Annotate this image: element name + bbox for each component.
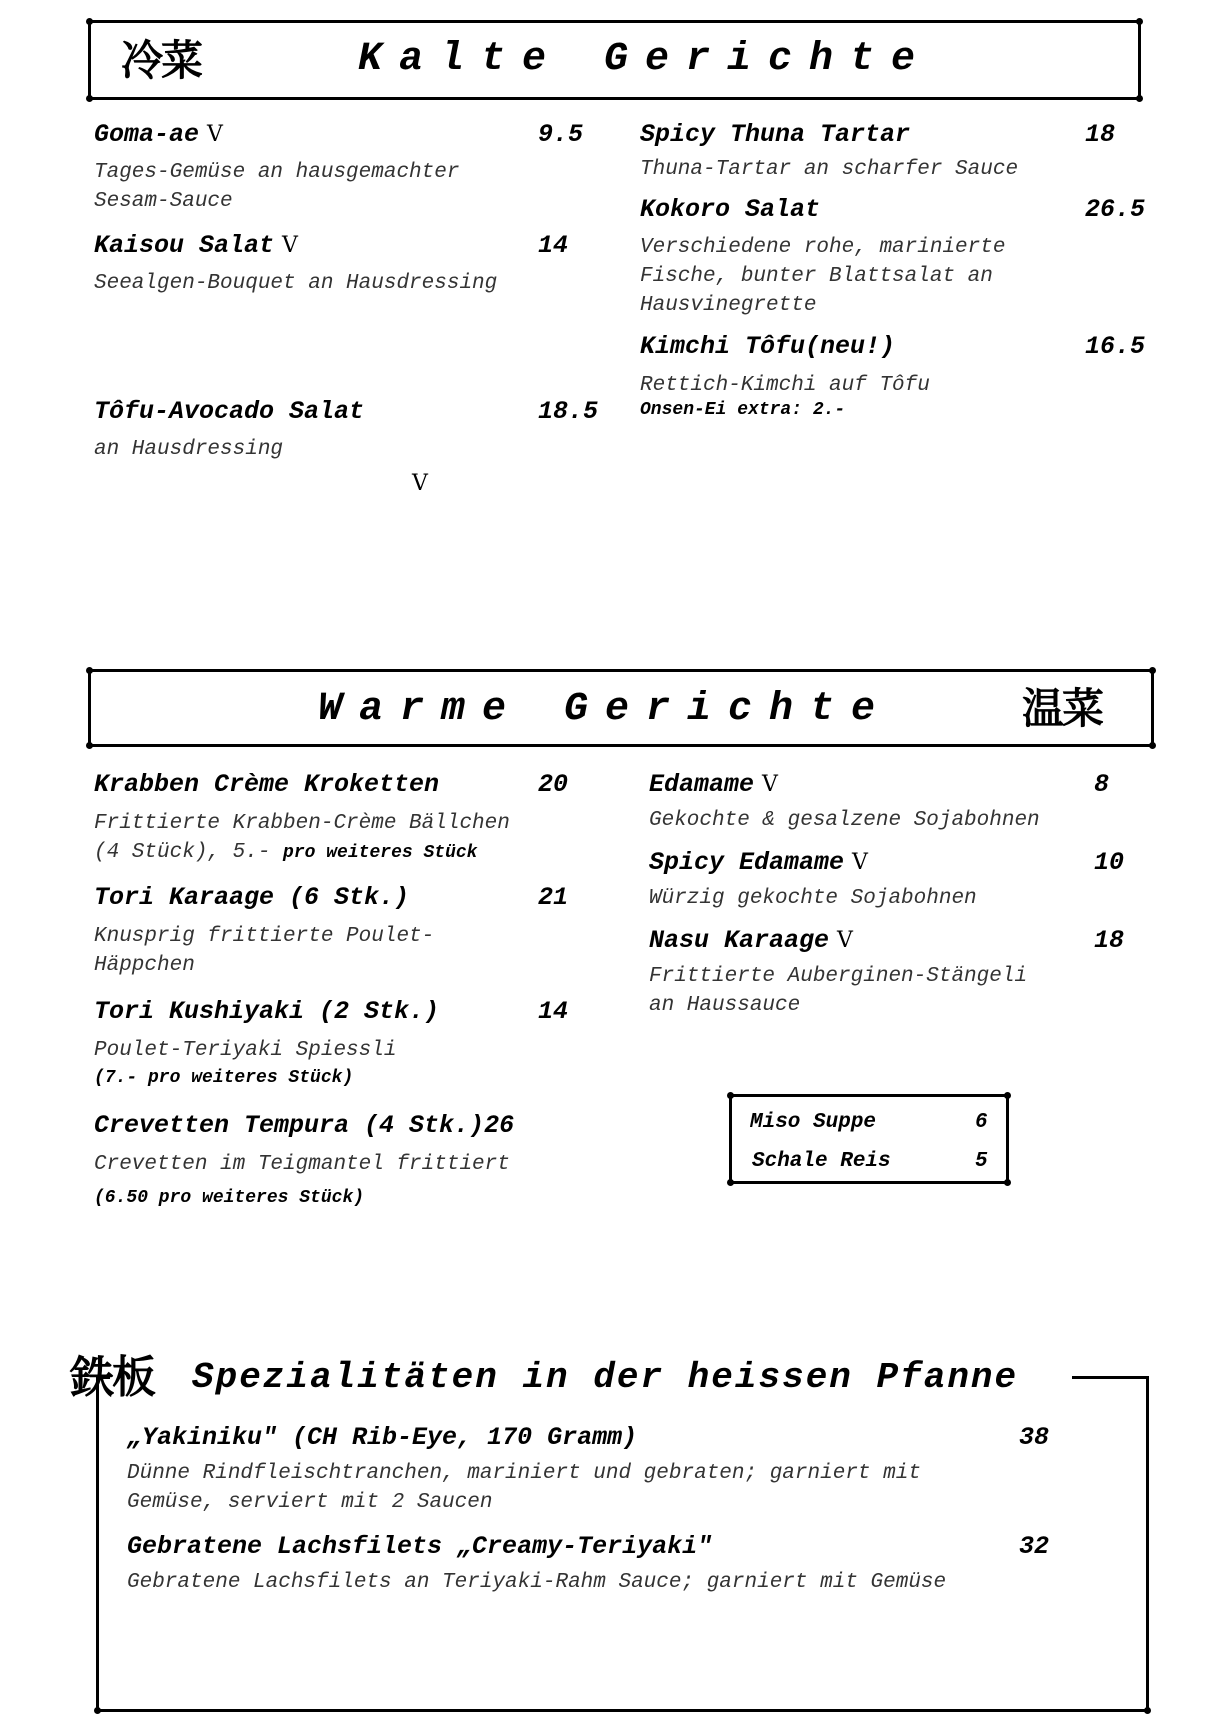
- menu-item-desc: Dünne Rindfleischtranchen, mariniert und gebraten; garniert mit: [127, 1462, 921, 1485]
- special-kanji: 鉄板: [70, 1352, 154, 1403]
- menu-item-name: Krabben Crème Kroketten: [94, 770, 440, 799]
- menu-item-price: 9.5: [538, 120, 584, 149]
- menu-item-price: 18.5: [538, 397, 599, 426]
- side-dish-price: 5: [975, 1150, 988, 1173]
- vegetarian-icon: V: [852, 850, 868, 875]
- side-dish-name: Schale Reis: [752, 1150, 891, 1173]
- special-frame-top-line: [1072, 1376, 1149, 1379]
- menu-item-note: Onsen-Ei extra: 2.-: [640, 400, 846, 420]
- menu-item-price: 26: [484, 1111, 515, 1140]
- menu-item-desc: Knusprig frittierte Poulet-: [94, 925, 435, 948]
- menu-item-note: pro weiteres Stück: [283, 843, 478, 863]
- menu-item-price: 18: [1085, 120, 1116, 149]
- menu-item-name: Kokoro Salat: [640, 195, 821, 224]
- menu-item-desc: an Hausdressing: [94, 438, 284, 461]
- warm-kanji: 温菜: [1022, 684, 1103, 733]
- menu-item-price: 32: [1019, 1532, 1050, 1561]
- menu-item-desc: Frittierte Auberginen-Stängeli: [649, 965, 1028, 988]
- vegetarian-icon: V: [282, 233, 298, 258]
- menu-item-desc: Würzig gekochte Sojabohnen: [649, 887, 977, 910]
- menu-item-desc: Häppchen: [94, 954, 195, 977]
- menu-item-name: „Yakiniku" (CH Rib-Eye, 170 Gramm): [127, 1423, 638, 1452]
- menu-item-name: Spicy Thuna Tartar: [640, 120, 911, 149]
- cold-kanji: 冷菜: [121, 36, 202, 85]
- menu-item-name: Goma-ae V: [94, 120, 223, 149]
- menu-item-desc: Crevetten im Teigmantel frittiert: [94, 1153, 510, 1176]
- menu-item-desc: Seealgen-Bouquet an Hausdressing: [94, 272, 498, 295]
- menu-item-price: 20: [538, 770, 569, 799]
- menu-item-desc: Gebratene Lachsfilets an Teriyaki-Rahm Sauce; garniert mit Gemüse: [127, 1571, 947, 1594]
- menu-item-name: Edamame V: [649, 770, 778, 799]
- menu-item-desc: Verschiedene rohe, marinierte: [640, 236, 1006, 259]
- menu-item-name: Nasu Karaage V: [649, 926, 853, 955]
- menu-item-name: Kaisou Salat V: [94, 231, 298, 260]
- menu-item-name: Spicy Edamame V: [649, 848, 868, 877]
- menu-item-price: 16.5: [1085, 332, 1146, 361]
- menu-item-desc: Poulet-Teriyaki Spiessli: [94, 1039, 397, 1062]
- menu-item-desc: Hausvinegrette: [640, 294, 817, 317]
- side-dish-price: 6: [975, 1111, 988, 1134]
- menu-item-note: (6.50 pro weiteres Stück): [94, 1188, 365, 1208]
- menu-item-price: 8: [1094, 770, 1110, 799]
- menu-item-price: 14: [538, 997, 569, 1026]
- menu-item-price: 14: [538, 231, 569, 260]
- side-dish-name: Miso Suppe: [750, 1111, 877, 1134]
- menu-item-desc: Fische, bunter Blattsalat an: [640, 265, 993, 288]
- vegetarian-icon: V: [837, 928, 853, 953]
- special-title: Spezialitäten in der heissen Pfanne: [192, 1357, 1019, 1398]
- menu-item-price: 21: [538, 883, 569, 912]
- menu-item-name: Tori Kushiyaki (2 Stk.): [94, 997, 440, 1026]
- menu-item-desc: Gekochte & gesalzene Sojabohnen: [649, 809, 1040, 832]
- menu-item-note: (7.- pro weiteres Stück): [94, 1068, 354, 1088]
- menu-item-desc: an Haussauce: [649, 994, 801, 1017]
- vegetarian-icon: V: [412, 471, 428, 496]
- cold-title: Kalte Gerichte: [358, 37, 933, 82]
- menu-item-desc: Sesam-Sauce: [94, 190, 233, 213]
- menu-item-desc: Rettich-Kimchi auf Tôfu: [640, 374, 930, 397]
- menu-item-name: Gebratene Lachsfilets „Creamy-Teriyaki": [127, 1532, 713, 1561]
- vegetarian-icon: V: [207, 122, 223, 147]
- menu-item-name: Kimchi Tôfu(neu!): [640, 332, 896, 361]
- warm-title: Warme Gerichte: [318, 687, 893, 732]
- menu-item-price: 18: [1094, 926, 1125, 955]
- menu-item-desc: (4 Stück), 5.- pro weiteres Stück: [94, 841, 478, 864]
- menu-item-desc: Thuna-Tartar an scharfer Sauce: [640, 158, 1019, 181]
- menu-item-price: 38: [1019, 1423, 1050, 1452]
- menu-item-price: 26.5: [1085, 195, 1146, 224]
- menu-item-name: Tori Karaage (6 Stk.): [94, 883, 410, 912]
- menu-item-name: Crevetten Tempura (4 Stk.)26: [94, 1111, 515, 1140]
- menu-item-desc: Frittierte Krabben-Crème Bällchen: [94, 812, 510, 835]
- menu-item-name: Tôfu-Avocado Salat: [94, 397, 365, 426]
- menu-item-desc: Gemüse, serviert mit 2 Saucen: [127, 1491, 493, 1514]
- menu-item-desc: Tages-Gemüse an hausgemachter: [94, 161, 460, 184]
- vegetarian-icon: V: [762, 772, 778, 797]
- menu-item-price: 10: [1094, 848, 1125, 877]
